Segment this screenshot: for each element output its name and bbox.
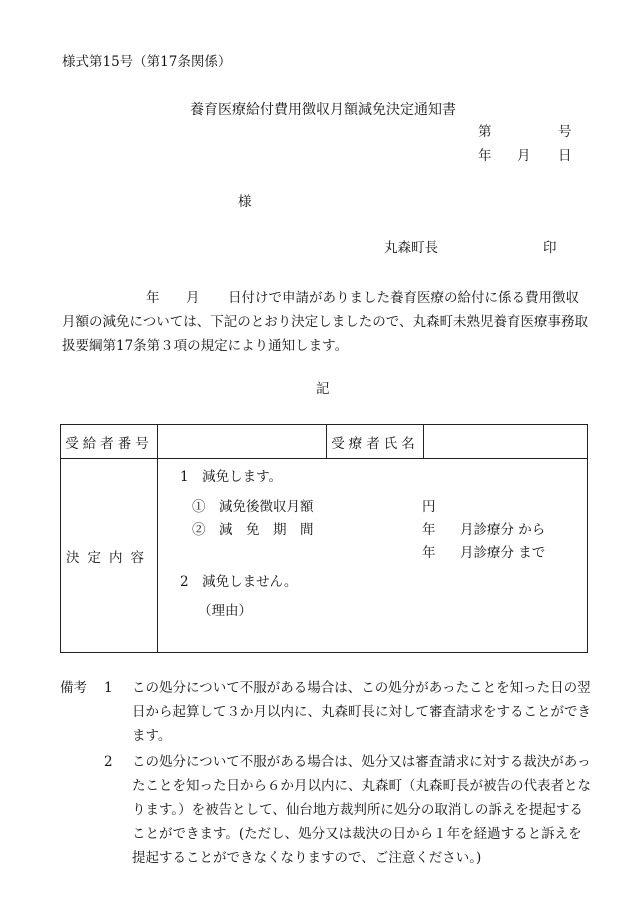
item-1: 1 減免します。 <box>180 469 283 485</box>
body-month: 月 <box>186 290 200 306</box>
note-2-number: 2 <box>104 754 113 770</box>
document-title: 養育医療給付費用徴収月額減免決定通知書 <box>190 102 456 118</box>
decision-table <box>60 424 588 653</box>
date-day: 日 <box>558 148 572 164</box>
seal-mark: 印 <box>543 240 557 256</box>
notes-heading: 備考 <box>60 680 87 696</box>
note-2-text: この処分について不服がある場合は、処分又は審査請求に対する裁決があったことを知った日から６か月以内に、丸森町（丸森町長が被告の代表者となります。）を被告として、仙台地方裁判所に処分の取消しの訴えを提起することができます。(ただし、処分又は裁決の日から１年を経過すると訴えを提起することができなくなりますので、ご注意ください。) <box>132 754 591 866</box>
patient-name-label: 受療者氏名 <box>327 425 424 459</box>
period-from-text: 月診療分 から <box>460 522 546 538</box>
sub-item-period: ② 減 免 期 間 <box>192 522 314 538</box>
reason-label: （理由） <box>198 603 252 619</box>
doc-number-prefix: 第 <box>478 124 492 140</box>
form-number: 様式第15号（第17条関係） <box>62 54 232 70</box>
patient-name-value <box>424 425 588 459</box>
period-to-year: 年 <box>422 545 436 561</box>
date-month: 月 <box>517 148 531 164</box>
issuer-name: 丸森町長 <box>384 240 438 256</box>
sub-item-monthly-amount: ① 減免後徴収月額 <box>192 499 314 515</box>
recipient-number-label: 受給者番号 <box>61 425 158 459</box>
doc-number-suffix: 号 <box>558 124 572 140</box>
yen-unit: 円 <box>422 499 436 515</box>
item-2: 2 減免しません。 <box>180 574 298 590</box>
decision-content <box>158 459 588 653</box>
period-to-text: 月診療分 まで <box>460 545 546 561</box>
date-year: 年 <box>478 148 492 164</box>
note-1 <box>60 676 592 748</box>
period-from-year: 年 <box>422 522 436 538</box>
note-1-number: 1 <box>104 680 113 696</box>
ki-heading: 記 <box>316 381 330 397</box>
body-year: 年 <box>146 290 160 306</box>
decision-content-label: 決定内容 <box>61 459 158 653</box>
note-1-text: この処分について不服がある場合は、この処分があったことを知った日の翌日から起算して３か月以内に、丸森町長に対して審査請求をすることができます。 <box>132 680 591 744</box>
notes-section <box>60 676 592 870</box>
body-paragraph: 日付けで申請がありました養育医療の給付に係る費用徴収月額の減免については、下記のとおり決定しましたので、丸森町未熟児養育医療事務取扱要綱第17条第３項の規定により通知します。 <box>62 290 588 354</box>
recipient-number-value <box>158 425 327 459</box>
addressee-suffix: 様 <box>238 194 252 210</box>
note-2 <box>60 750 592 870</box>
